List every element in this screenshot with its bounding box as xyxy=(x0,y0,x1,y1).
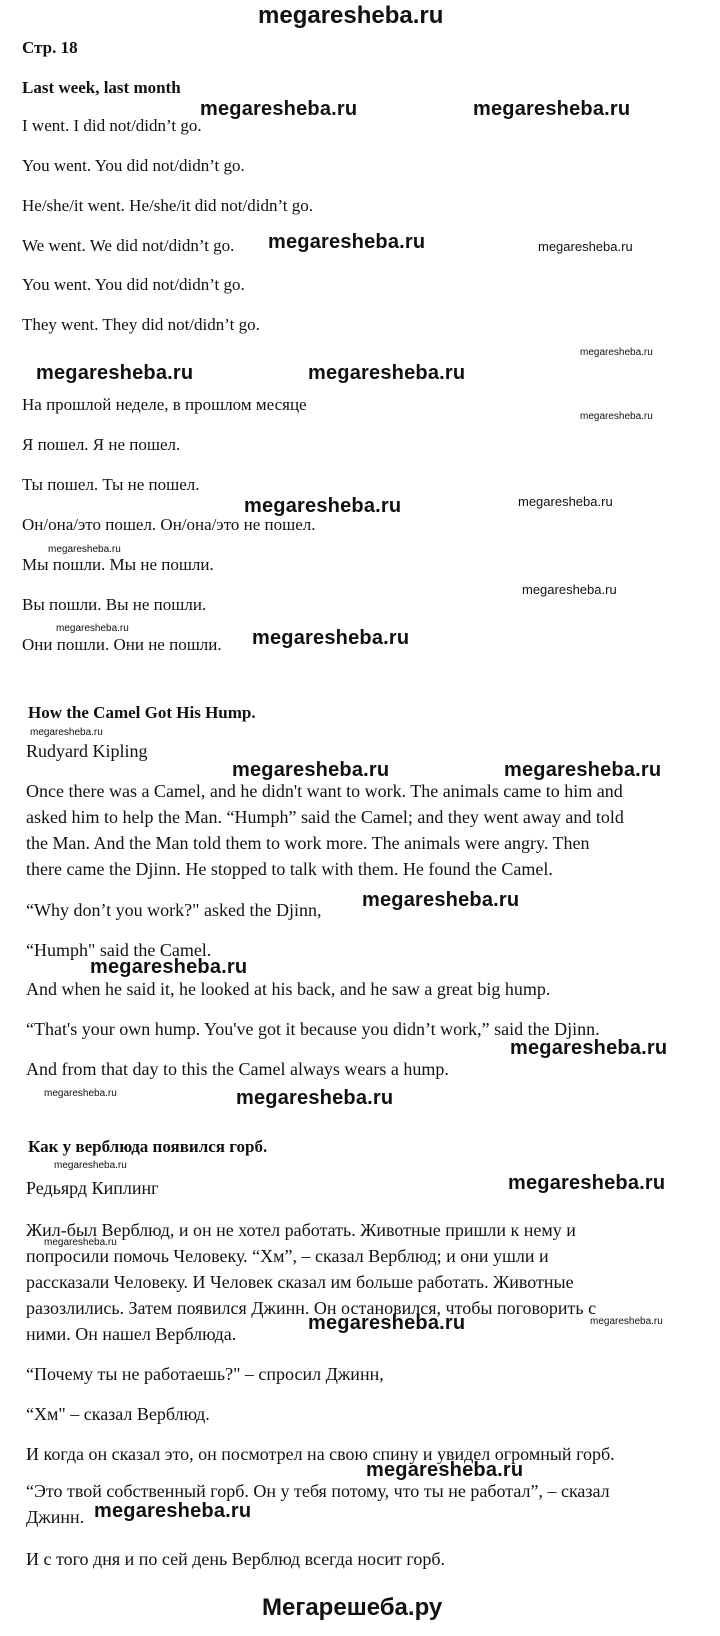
story-line: “Хм" – сказал Верблюд. xyxy=(26,1404,210,1424)
story-line: And from that day to this the Camel always wears a hump. xyxy=(26,1059,449,1079)
watermark: megaresheba.ru xyxy=(268,231,426,253)
watermark: megaresheba.ru xyxy=(54,1160,127,1171)
story-line: И с того дня и по сей день Верблюд всегда носит горб. xyxy=(26,1549,445,1569)
watermark: megaresheba.ru xyxy=(522,582,617,597)
story-paragraph-line: Жил-был Верблюд, и он не хотел работать. Животные пришли к нему и xyxy=(26,1220,576,1240)
watermark: megaresheba.ru xyxy=(236,1087,394,1109)
watermark: megaresheba.ru xyxy=(200,98,358,120)
story-line: “Это твой собственный горб. Он у тебя потому, что ты не работал”, – сказал xyxy=(26,1481,610,1501)
watermark: megaresheba.ru xyxy=(518,494,613,509)
story-paragraph-line: рассказали Человеку. И Человек сказал им больше работать. Животные xyxy=(26,1272,574,1292)
story-line: “Почему ты не работаешь?" – спросил Джинн, xyxy=(26,1364,384,1384)
watermark: megaresheba.ru xyxy=(252,627,410,649)
watermark: megaresheba.ru xyxy=(362,889,520,911)
watermark: megaresheba.ru xyxy=(308,362,466,384)
watermark: megaresheba.ru xyxy=(580,347,653,358)
story-author-ru: Редьярд Киплинг xyxy=(26,1178,159,1198)
story-line: И когда он сказал это, он посмотрел на свою спину и увидел огромный горб. xyxy=(26,1444,615,1464)
section-title-ru: На прошлой неделе, в прошлом месяце xyxy=(22,395,307,414)
watermark: megaresheba.ru xyxy=(473,98,631,120)
watermark: megaresheba.ru xyxy=(504,759,662,781)
watermark: megaresheba.ru xyxy=(308,1312,466,1334)
watermark: megaresheba.ru xyxy=(48,544,121,555)
watermark: megaresheba.ru xyxy=(510,1037,668,1059)
watermark: megaresheba.ru xyxy=(44,1088,117,1099)
grammar-line-en: You went. You did not/didn’t go. xyxy=(22,275,245,294)
watermark: megaresheba.ru xyxy=(538,239,633,254)
grammar-line-ru: Мы пошли. Мы не пошли. xyxy=(22,555,214,574)
watermark: megaresheba.ru xyxy=(30,727,103,738)
story-paragraph-line: попросили помочь Человеку. “Хм”, – сказал Верблюд; и они ушли и xyxy=(26,1246,549,1266)
story-line: “Humph" said the Camel. xyxy=(26,940,212,960)
story-author-en: Rudyard Kipling xyxy=(26,741,148,761)
watermark: megaresheba.ru xyxy=(508,1172,666,1194)
watermark: megaresheba.ru xyxy=(580,411,653,422)
site-header-logo[interactable]: megaresheba.ru xyxy=(258,2,444,29)
story-line: Джинн. xyxy=(26,1507,85,1527)
grammar-line-ru: Он/она/это пошел. Он/она/это не пошел. xyxy=(22,515,316,534)
page-label: Стр. 18 xyxy=(22,38,78,57)
grammar-line-ru: Они пошли. Они не пошли. xyxy=(22,635,222,654)
watermark: megaresheba.ru xyxy=(44,1237,117,1248)
story-paragraph-line: ними. Он нашел Верблюда. xyxy=(26,1324,237,1344)
watermark: megaresheba.ru xyxy=(56,623,129,634)
grammar-line-en: You went. You did not/didn’t go. xyxy=(22,156,245,175)
watermark: megaresheba.ru xyxy=(244,495,402,517)
watermark: megaresheba.ru xyxy=(232,759,390,781)
story-line: “Why don’t you work?" asked the Djinn, xyxy=(26,900,322,920)
story-paragraph-line: Once there was a Camel, and he didn't want to work. The animals came to him and xyxy=(26,781,623,801)
story-paragraph-line: there came the Djinn. He stopped to talk with them. He found the Camel. xyxy=(26,859,553,879)
grammar-line-ru: Ты пошел. Ты не пошел. xyxy=(22,475,200,494)
grammar-line-en: We went. We did not/didn’t go. xyxy=(22,236,235,255)
site-footer-logo[interactable]: Мегарешеба.ру xyxy=(262,1594,443,1621)
story-line: “That's your own hump. You've got it because you didn’t work,” said the Djinn. xyxy=(26,1019,600,1039)
story-paragraph-line: the Man. And the Man told them to work more. The animals were angry. Then xyxy=(26,833,590,853)
grammar-line-ru: Я пошел. Я не пошел. xyxy=(22,435,181,454)
story-title-en: How the Camel Got His Hump. xyxy=(28,703,256,722)
story-paragraph-line: разозлились. Затем появился Джинн. Он остановился, чтобы поговорить с xyxy=(26,1298,597,1318)
grammar-line-en: They went. They did not/didn’t go. xyxy=(22,315,260,334)
grammar-line-en: I went. I did not/didn’t go. xyxy=(22,116,202,135)
watermark: megaresheba.ru xyxy=(590,1316,663,1327)
watermark: megaresheba.ru xyxy=(36,362,194,384)
story-line: And when he said it, he looked at his back, and he saw a great big hump. xyxy=(26,979,551,999)
grammar-line-ru: Вы пошли. Вы не пошли. xyxy=(22,595,207,614)
section-title-en: Last week, last month xyxy=(22,78,181,97)
watermark: megaresheba.ru xyxy=(94,1500,252,1522)
story-title-ru: Как у верблюда появился горб. xyxy=(28,1137,268,1156)
watermark: megaresheba.ru xyxy=(366,1459,524,1481)
watermark: megaresheba.ru xyxy=(90,956,248,978)
grammar-line-en: He/she/it went. He/she/it did not/didn’t go. xyxy=(22,196,314,215)
story-paragraph-line: asked him to help the Man. “Humph” said the Camel; and they went away and told xyxy=(26,807,624,827)
